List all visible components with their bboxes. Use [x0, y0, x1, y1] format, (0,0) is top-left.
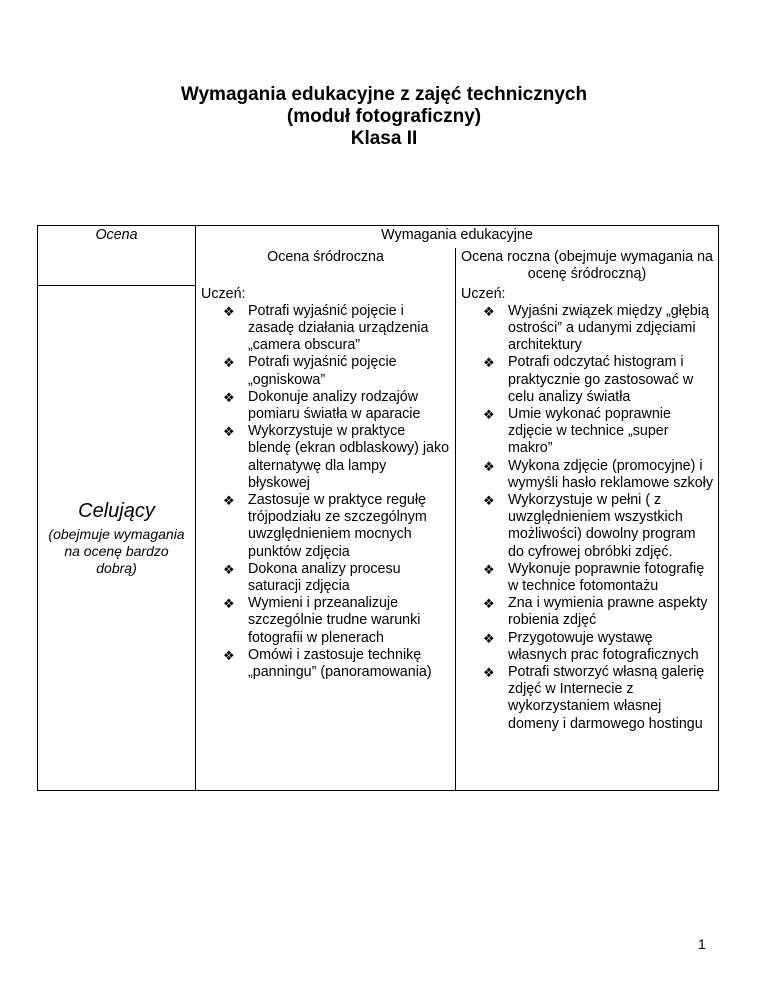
diamond-bullet-icon: ❖ — [223, 389, 235, 405]
grade-cell — [38, 286, 196, 791]
uczen-label: Uczeń: — [461, 285, 506, 302]
uczen-label: Uczeń: — [201, 285, 246, 302]
list-item-text: Omówi i zastosuje technikę „panningu” (panoramowania) — [248, 646, 432, 680]
grade-name: Celujący — [78, 499, 155, 522]
list-item-text: Wykona zdjęcie (promocyjne) i wymyśli hasło reklamowe szkoły — [508, 457, 713, 491]
header-wymagania: Wymagania edukacyjne — [196, 226, 719, 248]
list-item-text: Dokona analizy procesu saturacji zdjęcia — [248, 560, 401, 594]
list-item — [201, 354, 450, 388]
page-number: 1 — [698, 936, 706, 952]
diamond-bullet-icon: ❖ — [483, 355, 495, 371]
list-item — [201, 423, 450, 492]
list-item — [201, 303, 450, 355]
list-item — [461, 406, 713, 458]
list-item — [461, 561, 713, 595]
diamond-bullet-icon: ❖ — [483, 664, 495, 680]
header-roczna: Ocena roczna (obejmuje wymagania na ocenę śródroczną) — [456, 248, 719, 286]
diamond-bullet-icon: ❖ — [483, 458, 495, 474]
requirements-table — [37, 225, 719, 791]
list-item-text: Dokonuje analizy rodzajów pomiaru światła w aparacie — [248, 388, 421, 422]
list-item — [461, 492, 713, 561]
title-line-2: (moduł fotograficzny) — [286, 106, 482, 127]
list-item-text: Zastosuje w praktyce regułę trójpodziału ze szczególnym uwzględnieniem mocnych punktów zdjęcia — [248, 491, 427, 560]
list-item — [201, 647, 450, 681]
list-item — [461, 664, 713, 733]
list-item — [461, 595, 713, 629]
list-item — [201, 492, 450, 561]
diamond-bullet-icon: ❖ — [483, 406, 495, 422]
diamond-bullet-icon: ❖ — [483, 596, 495, 612]
diamond-bullet-icon: ❖ — [223, 355, 235, 371]
list-item-text: Przygotowuje wystawę własnych prac fotograficznych — [508, 629, 699, 663]
title-line-1: Wymagania edukacyjne z zajęć technicznych — [180, 84, 588, 105]
list-item — [461, 458, 713, 492]
diamond-bullet-icon: ❖ — [223, 561, 235, 577]
diamond-bullet-icon: ❖ — [223, 647, 235, 663]
mid-year-requirements — [196, 286, 456, 791]
list-item-text: Potrafi wyjaśnić pojęcie i zasadę działania urządzenia „camera obscura” — [248, 302, 429, 354]
header-ocena: Ocena — [38, 226, 196, 286]
diamond-bullet-icon: ❖ — [223, 424, 235, 440]
list-item — [461, 354, 713, 406]
document-title — [0, 84, 768, 150]
mid-year-list — [201, 303, 450, 681]
diamond-bullet-icon: ❖ — [223, 492, 235, 508]
list-item-text: Zna i wymienia prawne aspekty robienia zdjęć — [508, 595, 708, 629]
list-item — [201, 595, 450, 647]
header-srodroczna: Ocena śródroczna — [196, 248, 456, 286]
list-item-text: Potrafi odczytać histogram i praktycznie go zastosować w celu analizy światła — [508, 354, 694, 405]
list-item — [201, 561, 450, 595]
list-item-text: Wykorzystuje w praktyce blendę (ekran odblaskowy) jako alternatywę dla lampy błyskowej — [248, 423, 450, 491]
list-item — [461, 303, 713, 355]
list-item-text: Wyjaśni związek między „głębią ostrości” a udanymi zdjęciami architektury — [508, 302, 709, 354]
diamond-bullet-icon: ❖ — [223, 596, 235, 612]
year-list — [461, 303, 713, 733]
list-item-text: Potrafi wyjaśnić pojęcie „ogniskowa” — [248, 354, 397, 388]
diamond-bullet-icon: ❖ — [223, 303, 235, 319]
diamond-bullet-icon: ❖ — [483, 630, 495, 646]
list-item — [461, 630, 713, 664]
title-line-3: Klasa II — [350, 128, 418, 149]
year-requirements — [456, 286, 719, 791]
list-item-text: Umie wykonać poprawnie zdjęcie w technice „super makro” — [508, 405, 671, 457]
diamond-bullet-icon: ❖ — [483, 492, 495, 508]
list-item-text: Wykorzystuje w pełni ( z uwzględnieniem wszystkich możliwości) dowolny program do cyfrowej obróbki zdjęć. — [508, 491, 696, 560]
list-item — [201, 389, 450, 423]
list-item-text: Potrafi stworzyć własną galerię zdjęć w Internecie z wykorzystaniem własnej domeny i darmowego hostingu — [508, 663, 705, 732]
diamond-bullet-icon: ❖ — [483, 561, 495, 577]
grade-scope: (obejmuje wymagania na ocenę bardzo dobrą) — [48, 525, 185, 576]
list-item-text: Wymieni i przeanalizuje szczególnie trudne warunki fotografii w plenerach — [248, 595, 421, 646]
diamond-bullet-icon: ❖ — [483, 303, 495, 319]
list-item-text: Wykonuje poprawnie fotografię w technice fotomontażu — [508, 560, 705, 594]
